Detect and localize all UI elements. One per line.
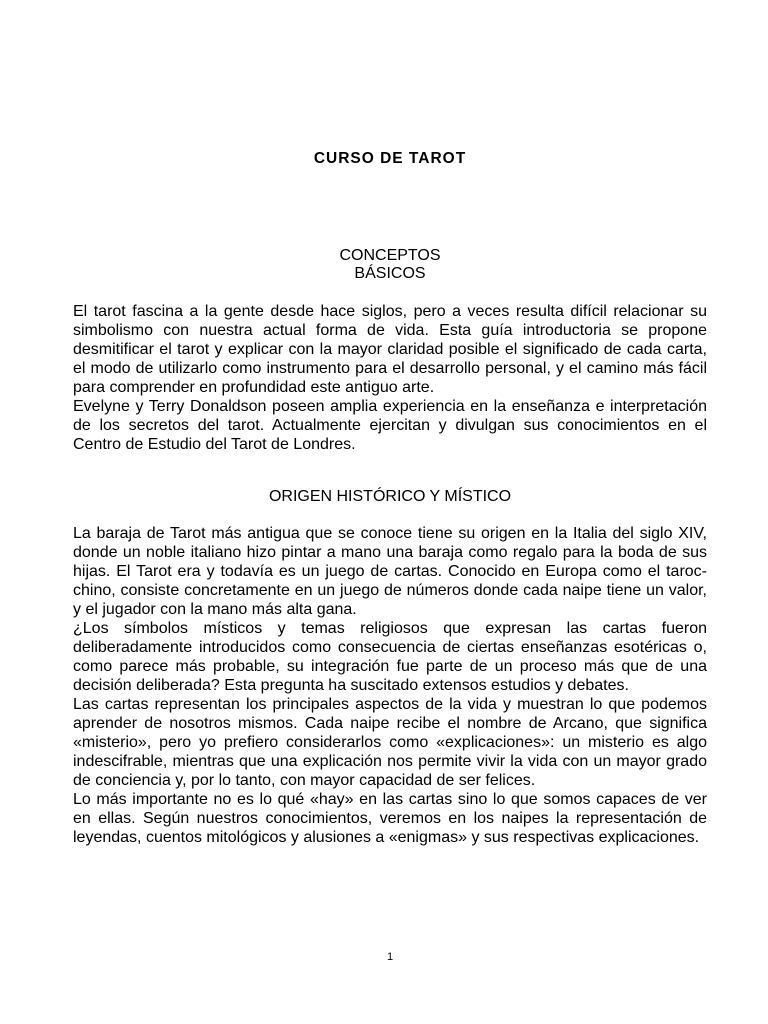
page-number: 1 — [386, 951, 394, 963]
document-title: CURSO DE TAROT — [313, 150, 467, 167]
body-paragraph: ¿Los símbolos místicos y temas religiosos que expresan las cartas fueron deliberadamente introducidos como consecuencia de ciertas enseñanzas esotéricas o, como parece más probable, su integración fue parte de un proceso más que de una decisión deliberada? Esta pregunta ha suscitado extensos estudios y debates. — [73, 620, 707, 694]
section-heading-origen-historico — [73, 488, 707, 506]
body-paragraph: Las cartas representan los principales aspectos de la vida y muestran lo que podemos aprender de nosotros mismos. Cada naipe recibe el nombre de Arcano, que significa «misterio», pero yo prefiero considerarlos como «explicaciones»: un misterio es algo indescifrable, mientras que una explicación nos permite vivir la vida con un mayor grado de conciencia y, por lo tanto, con mayor capacidad de ser felices. — [73, 696, 707, 789]
body-paragraph: Evelyne y Terry Donaldson poseen amplia experiencia en la enseñanza e interpretación de los secretos del tarot. Actualmente ejercitan y divulgan sus conocimientos en el Centro de Estudio del Tarot de Londres. — [73, 398, 707, 453]
body-paragraph: El tarot fascina a la gente desde hace siglos, pero a veces resulta difícil relacionar su simbolismo con nuestra actual forma de vida. Esta guía introductoria se propone desmitificar el tarot y explicar con la mayor claridad posible el significado de cada carta, el modo de utilizarlo como instrumento para el desarrollo personal, y el camino más fácil para comprender en profundidad este antiguo arte. — [73, 303, 707, 396]
body-paragraph: Lo más importante no es lo qué «hay» en las cartas sino lo que somos capaces de ver en ellas. Según nuestros conocimientos, veremos en los naipes la representación de leyendas, cuentos mitológicos y alusiones a «enigmas» y sus respectivas explicaciones. — [73, 791, 707, 846]
section-heading-line: ORIGEN HISTÓRICO Y MÍSTICO — [268, 488, 512, 505]
section-heading-line: CONCEPTOS — [339, 247, 441, 264]
section-body-conceptos-basicos — [73, 302, 707, 454]
section-body-origen-historico — [73, 524, 707, 847]
section-heading-conceptos-basicos — [73, 247, 707, 283]
body-paragraph: La baraja de Tarot más antigua que se conoce tiene su origen en la Italia del siglo XIV, donde un noble italiano hizo pintar a mano una baraja como regalo para la boda de sus hijas. El Tarot era y todavía es un juego de cartas. Conocido en Europa como el taroc-chino, consiste concretamente en un juego de números donde cada naipe tiene un valor, y el jugador con la mano más alta gana. — [73, 525, 707, 618]
section-heading-line: BÁSICOS — [354, 265, 426, 282]
